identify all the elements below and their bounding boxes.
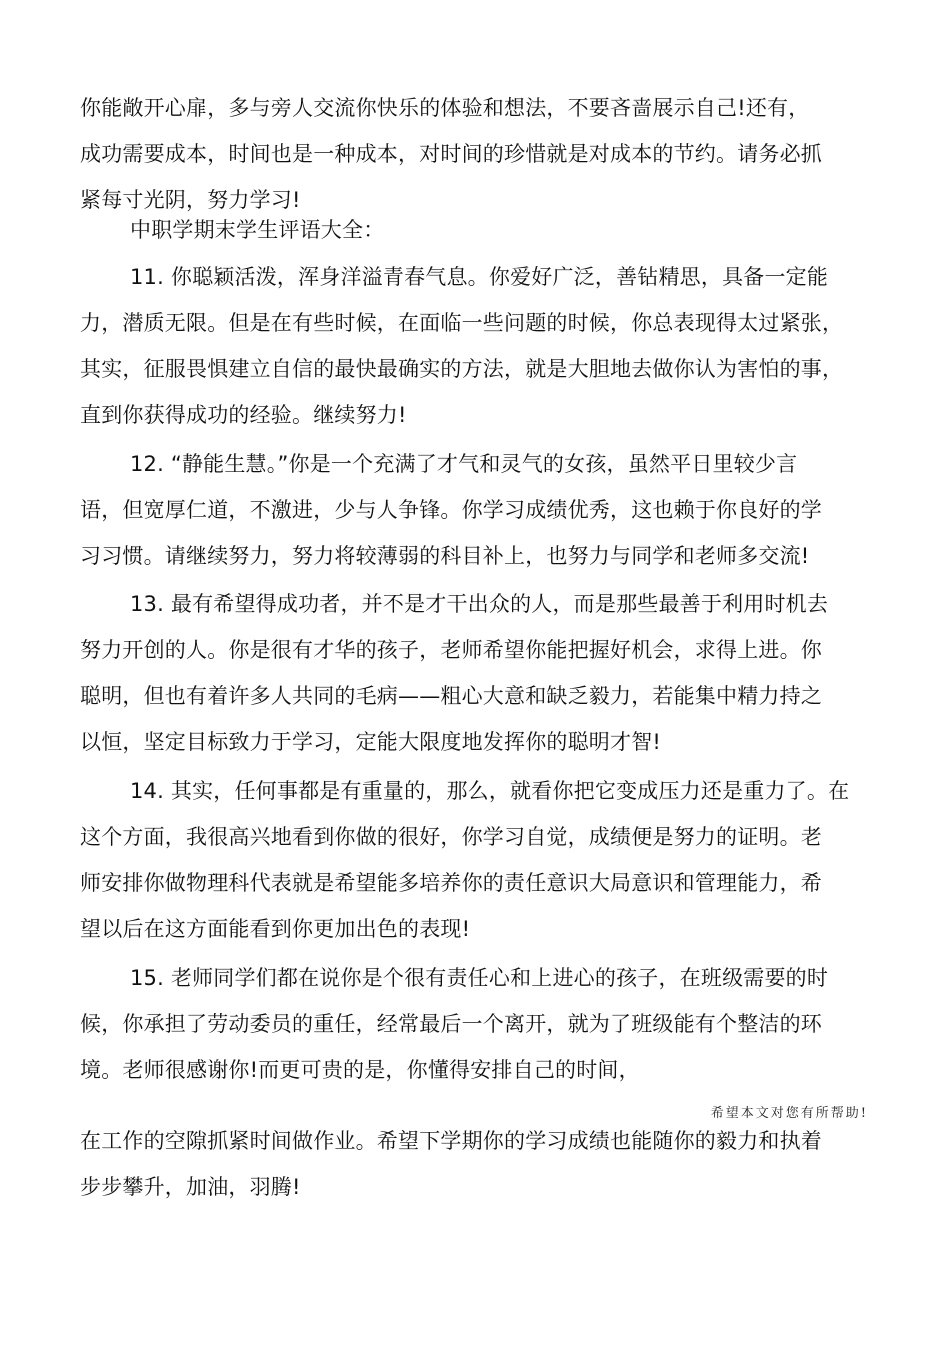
text-line: 13. 最有希望得成功者，并不是才干出众的人，而是那些最善于利用时机去 bbox=[130, 592, 829, 616]
text-line: 这个方面，我很高兴地看到你做的很好，你学习自觉，成绩便是努力的证明。老 bbox=[80, 825, 822, 849]
text-line: 你能敞开心扉，多与旁人交流你快乐的体验和想法，不要吝啬展示自己!还有， bbox=[80, 96, 810, 120]
text-line: 14. 其实，任何事都是有重量的，那么，就看你把它变成压力还是重力了。在 bbox=[130, 779, 850, 803]
text-line: 在工作的空隙抓紧时间做作业。希望下学期你的学习成绩也能随你的毅力和执着 bbox=[80, 1129, 822, 1153]
text-line: 步步攀升，加油，羽腾! bbox=[80, 1175, 301, 1199]
text-line: 聪明，但也有着许多人共同的毛病——粗心大意和缺乏毅力，若能集中精力持之 bbox=[80, 684, 822, 708]
paragraph-intro-continued bbox=[80, 85, 890, 223]
comment-item-12 bbox=[80, 441, 890, 579]
comment-item-15 bbox=[80, 955, 890, 1093]
text-line: 力，潜质无限。但是在有些时候，在面临一些问题的时候，你总表现得太过紧张， bbox=[80, 311, 844, 335]
comment-item-15-continued bbox=[80, 1118, 890, 1210]
text-line: 12. “静能生慧。”你是一个充满了才气和灵气的女孩，虽然平日里较少言 bbox=[130, 452, 798, 476]
text-line: 候，你承担了劳动委员的重任，经常最后一个离开，就为了班级能有个整洁的环 bbox=[80, 1012, 822, 1036]
text-line: 15. 老师同学们都在说你是个很有责任心和上进心的孩子，在班级需要的时 bbox=[130, 966, 829, 990]
text-line: 习习惯。请继续努力，努力将较薄弱的科目补上，也努力与同学和老师多交流! bbox=[80, 544, 810, 568]
text-line: 直到你获得成功的经验。继续努力! bbox=[80, 403, 407, 427]
text-line: 紧每寸光阴，努力学习! bbox=[80, 188, 301, 212]
text-line: 境。老师很感谢你!而更可贵的是，你懂得安排自己的时间， bbox=[80, 1058, 640, 1082]
comment-item-11 bbox=[80, 254, 890, 438]
text-line: 成功需要成本，时间也是一种成本，对时间的珍惜就是对成本的节约。请务必抓 bbox=[80, 142, 822, 166]
text-line: 语，但宽厚仁道，不激进，少与人争锋。你学习成绩优秀，这也赖于你良好的学 bbox=[80, 498, 822, 522]
footer-note: 希望本文对您有所帮助! bbox=[710, 1106, 868, 1121]
text-line: 努力开创的人。你是很有才华的孩子，老师希望你能把握好机会，求得上进。你 bbox=[80, 638, 822, 662]
text-line: 以恒，坚定目标致力于学习，定能大限度地发挥你的聪明才智! bbox=[80, 730, 662, 754]
text-line: 望以后在这方面能看到你更加出色的表现! bbox=[80, 917, 471, 941]
section-heading bbox=[80, 207, 890, 253]
text-line: 其实，征服畏惧建立自信的最快最确实的方法，就是大胆地去做你认为害怕的事， bbox=[80, 357, 844, 381]
comment-item-14 bbox=[80, 768, 890, 952]
text-line: 中职学期末学生评语大全： bbox=[130, 218, 385, 242]
text-line: 11. 你聪颖活泼，浑身洋溢青春气息。你爱好广泛，善钻精思，具备一定能 bbox=[130, 265, 829, 289]
comment-item-13 bbox=[80, 581, 890, 765]
text-line: 师安排你做物理科代表就是希望能多培养你的责任意识大局意识和管理能力，希 bbox=[80, 871, 822, 895]
